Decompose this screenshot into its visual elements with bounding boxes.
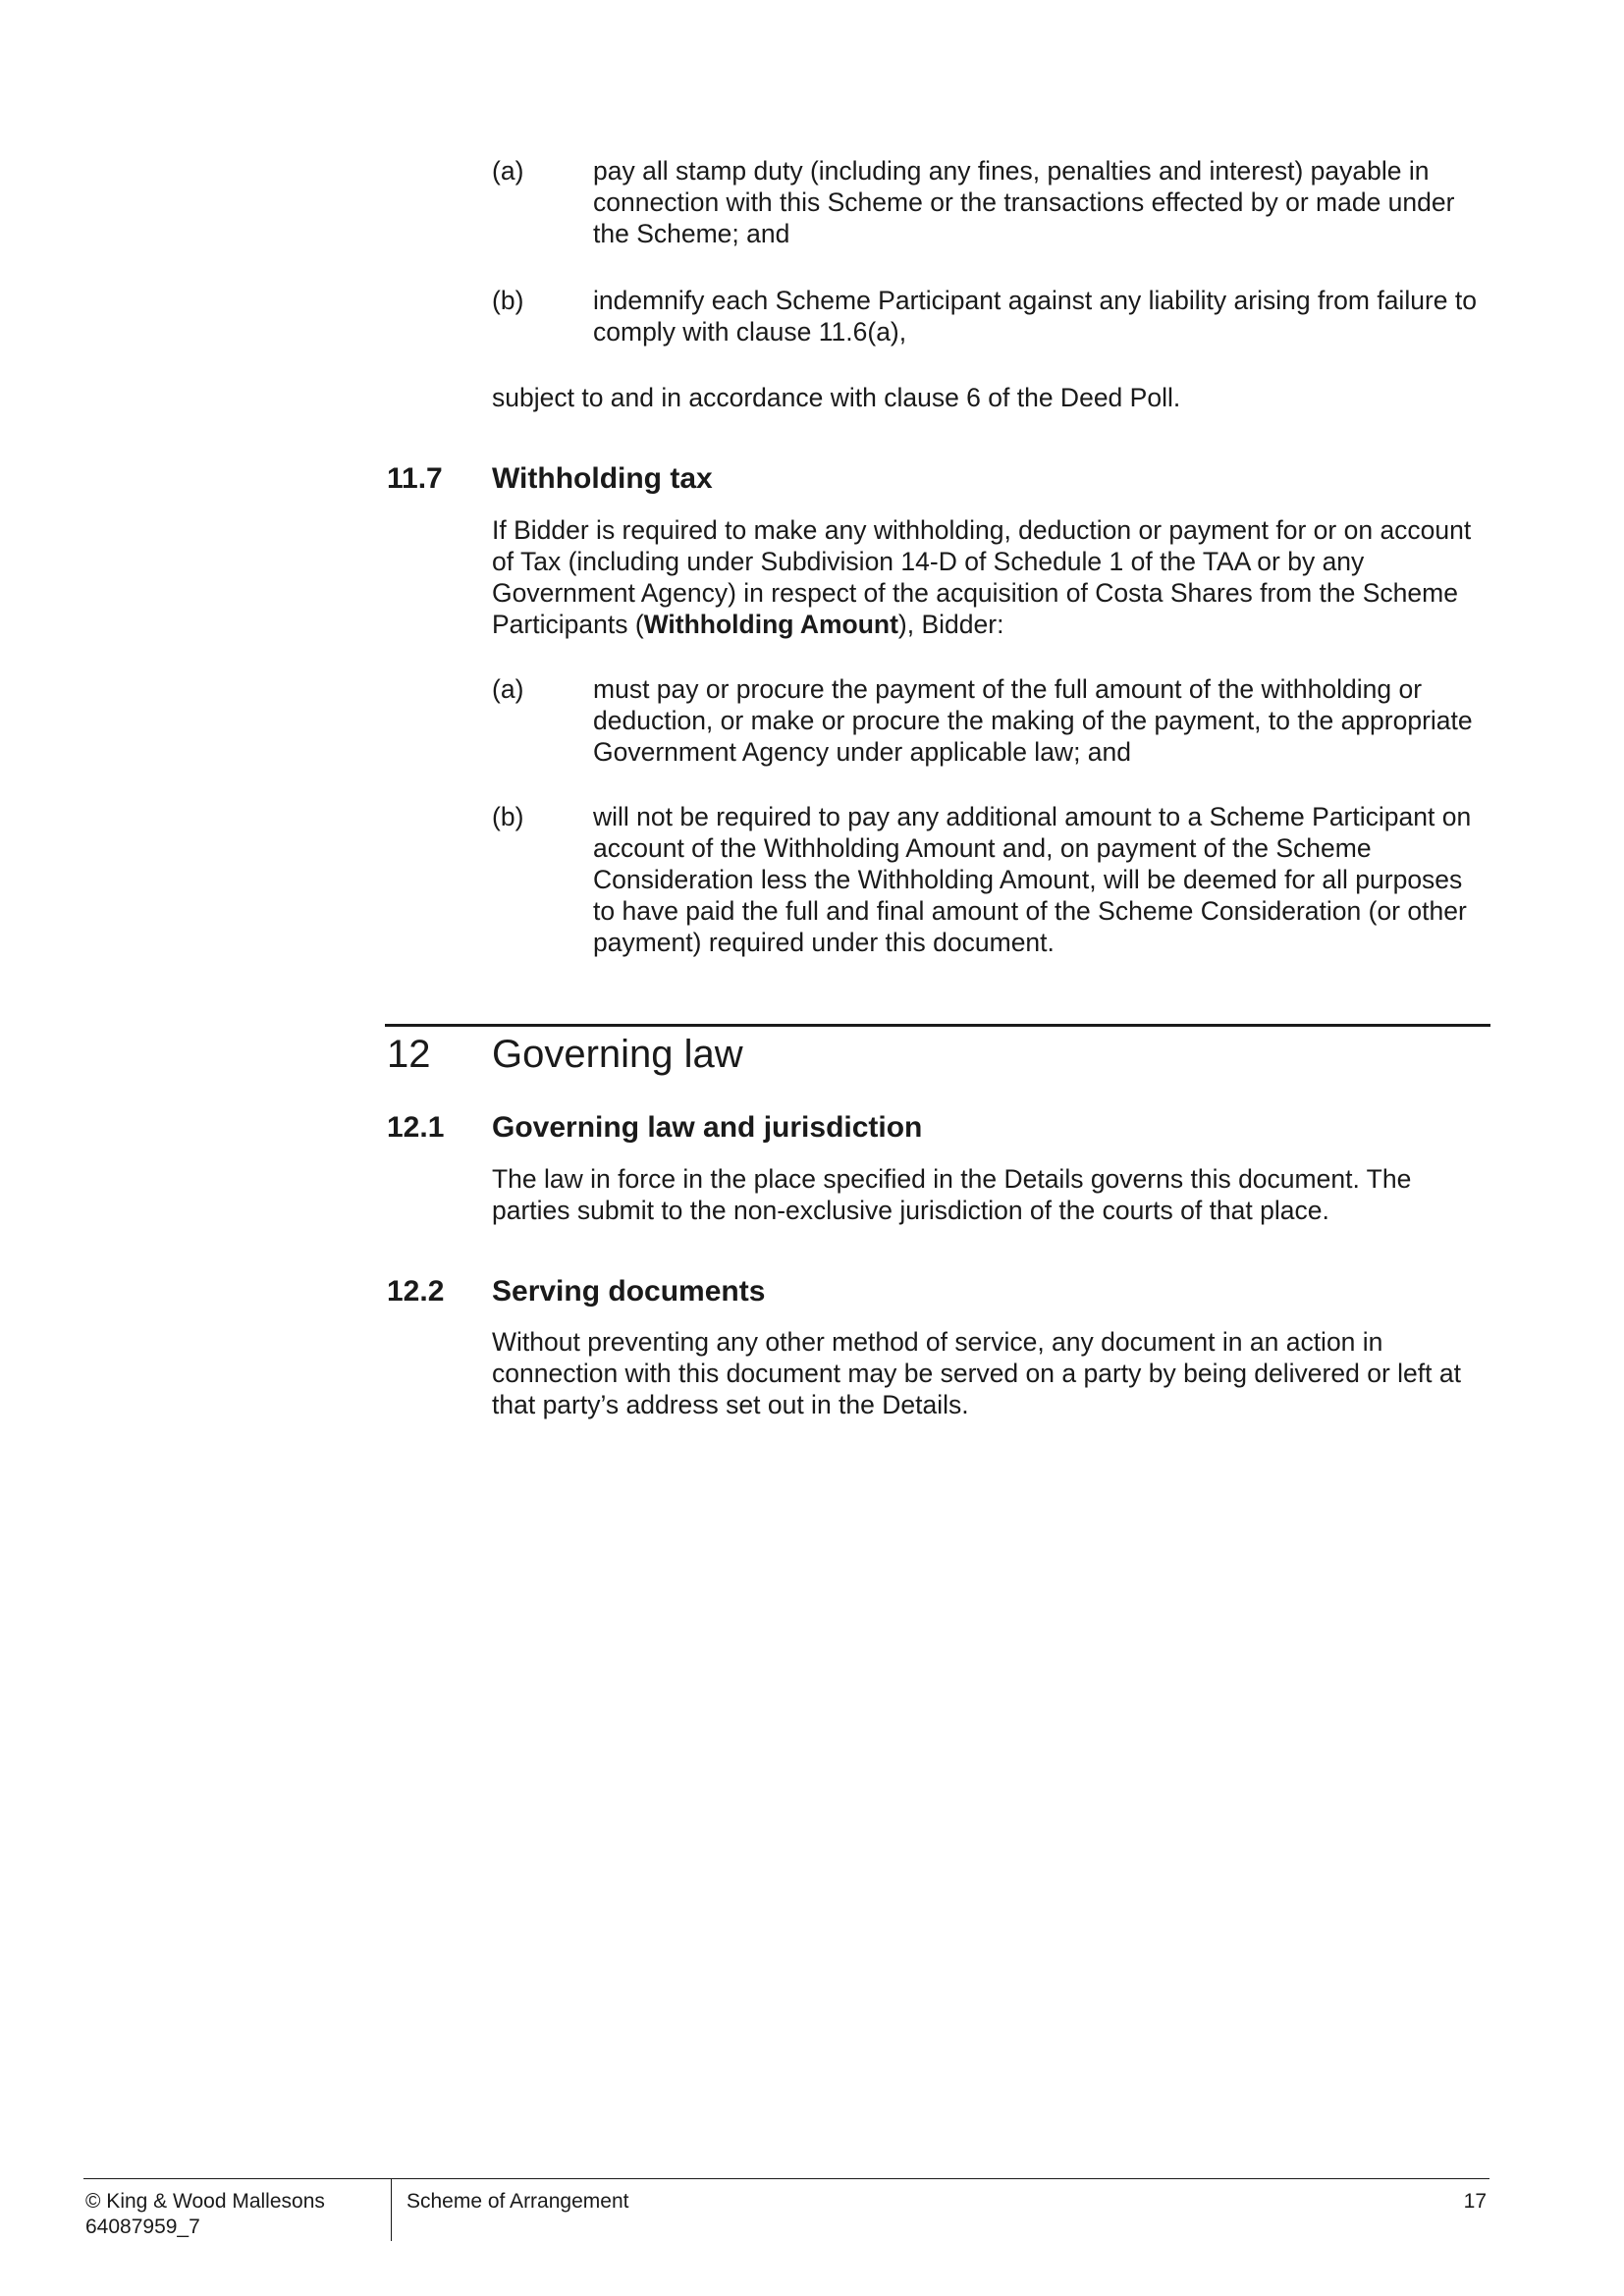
paragraph-11-7-intro xyxy=(492,514,1484,640)
footer-doc-id: 64087959_7 xyxy=(85,2216,200,2238)
section-title-12-1: Governing law and jurisdiction xyxy=(492,1111,923,1144)
page-number: 17 xyxy=(1463,2190,1487,2213)
footer-doc-title: Scheme of Arrangement xyxy=(406,2190,629,2213)
section-title-12-2: Serving documents xyxy=(492,1275,766,1308)
section-number-12-2: 12.2 xyxy=(387,1275,445,1308)
paragraph-12-1: The law in force in the place specified in the Details governs this document. The parties submit to the non-exclusive jurisdiction of the courts of that place. xyxy=(492,1164,1412,1225)
section-number-12: 12 xyxy=(387,1033,431,1076)
intro-text-post: ), Bidder: xyxy=(897,610,1004,639)
section-number-12-1: 12.1 xyxy=(387,1111,445,1144)
section-number-11-7: 11.7 xyxy=(387,462,443,495)
paragraph-12-2: Without preventing any other method of service, any document in an action in connection with this document may be served on a party by being delivered or left at that party’s address set out in the Details. xyxy=(492,1327,1461,1419)
list-label-a: (a) xyxy=(492,156,524,186)
section-title-11-7: Withholding tax xyxy=(492,462,713,495)
defined-term: Withholding Amount xyxy=(643,610,898,639)
list-item-a: pay all stamp duty (including any fines, penalties and interest) payable in connection with this Scheme or the transactions effected by or made under the Scheme; and xyxy=(593,156,1455,248)
list-item-b: indemnify each Scheme Participant against any liability arising from failure to comply with clause 11.6(a), xyxy=(593,286,1477,347)
heading-rule xyxy=(385,1024,1490,1027)
footer-rule xyxy=(83,2178,1489,2179)
paragraph-tail: subject to and in accordance with clause 6 of the Deed Poll. xyxy=(492,383,1181,412)
list-label-b: (b) xyxy=(492,286,524,315)
list-label-11-7-a: (a) xyxy=(492,674,524,704)
section-title-12: Governing law xyxy=(492,1033,743,1076)
list-label-11-7-b: (b) xyxy=(492,802,524,831)
intro-text-pre: If Bidder is required to make any withholding, deduction or payment for or on account of Tax (including under Subdivision 14-D of Schedule 1 of the TAA or by any Government Agency) in respect of the acquisition of Costa Shares from the Scheme Participants ( xyxy=(492,515,1472,639)
footer-divider xyxy=(391,2178,392,2241)
list-item-11-7-a: must pay or procure the payment of the full amount of the withholding or deduction, or make or procure the making of the payment, to the appropriate Government Agency under applicable law; and xyxy=(593,674,1473,767)
list-item-11-7-b: will not be required to pay any additional amount to a Scheme Participant on account of the Withholding Amount and, on payment of the Scheme Consideration less the Withholding Amount, will be deemed for all purposes to have paid the full and final amount of the Scheme Consideration (or other payment) required under this document. xyxy=(593,802,1472,957)
footer-firm: © King & Wood Mallesons xyxy=(85,2190,325,2213)
